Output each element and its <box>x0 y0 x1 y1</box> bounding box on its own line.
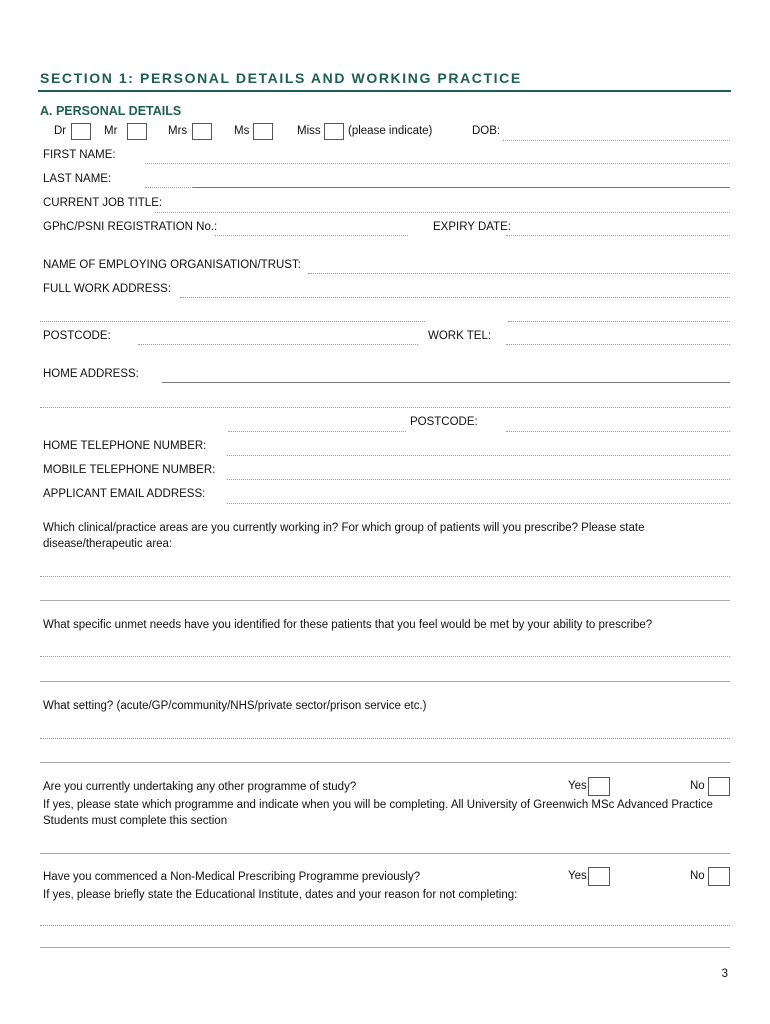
nmp-no-checkbox[interactable] <box>708 867 730 886</box>
nmp-answer-line-2[interactable] <box>40 947 730 948</box>
expiry-date-label: EXPIRY DATE: <box>433 221 511 233</box>
section-title: SECTION 1: PERSONAL DETAILS AND WORKING PRACTICE <box>40 70 522 86</box>
clinical-areas-answer-line-1[interactable] <box>40 576 730 577</box>
full-work-address-label: FULL WORK ADDRESS: <box>43 283 172 295</box>
other-programme-answer-line[interactable] <box>40 853 730 854</box>
applicant-email-field[interactable] <box>227 503 730 504</box>
unmet-needs-question: What specific unmet needs have you identified for these patients that you feel would be met by your ability to prescribe? <box>43 619 653 631</box>
title-ms-label: Ms <box>234 125 250 137</box>
employing-org-field[interactable] <box>308 273 730 274</box>
dob-label: DOB: <box>472 125 501 137</box>
title-miss-checkbox[interactable] <box>324 123 344 140</box>
setting-question: What setting? (acute/GP/community/NHS/private sector/prison service etc.) <box>43 700 427 712</box>
unmet-needs-answer-line-1[interactable] <box>40 656 730 657</box>
home-address-line-1[interactable] <box>162 382 730 383</box>
home-postcode-field[interactable] <box>506 431 730 432</box>
other-programme-question: Are you currently undertaking any other programme of study? <box>43 781 357 793</box>
work-address-line-3[interactable] <box>508 321 730 322</box>
nmp-yes-checkbox[interactable] <box>588 867 610 886</box>
registration-no-field[interactable] <box>215 235 408 236</box>
mobile-telephone-label: MOBILE TELEPHONE NUMBER: <box>43 464 216 476</box>
title-dr-label: Dr <box>54 125 67 137</box>
other-programme-yes-checkbox[interactable] <box>588 777 610 796</box>
title-mr-label: Mr <box>104 125 118 137</box>
nmp-previously-question: Have you commenced a Non-Medical Prescribing Programme previously? <box>43 871 421 883</box>
current-job-title-label: CURRENT JOB TITLE: <box>43 197 163 209</box>
personal-details-heading: A. PERSONAL DETAILS <box>40 104 182 118</box>
expiry-date-field[interactable] <box>506 235 730 236</box>
unmet-needs-answer-line-2[interactable] <box>40 681 730 682</box>
clinical-areas-question: Which clinical/practice areas are you currently working in? For which group of patients will you prescribe? Please state disease/therapeutic area: <box>43 522 645 550</box>
home-address-label: HOME ADDRESS: <box>43 368 139 380</box>
other-programme-yes-label: Yes <box>568 780 587 792</box>
last-name-field-start[interactable] <box>145 187 193 188</box>
other-programme-no-label: No <box>690 780 705 792</box>
postcode-field[interactable] <box>138 344 418 345</box>
home-address-line-2[interactable] <box>40 407 730 408</box>
nmp-yes-label: Yes <box>568 870 587 882</box>
other-programme-no-checkbox[interactable] <box>708 777 730 796</box>
setting-answer-line-2[interactable] <box>40 762 730 763</box>
first-name-field[interactable] <box>145 163 730 164</box>
work-address-line-2[interactable] <box>40 321 425 322</box>
title-ms-checkbox[interactable] <box>253 123 273 140</box>
title-mrs-label: Mrs <box>168 125 188 137</box>
title-dr-checkbox[interactable] <box>71 123 91 140</box>
setting-answer-line-1[interactable] <box>40 738 730 739</box>
nmp-answer-line-1[interactable] <box>40 925 730 926</box>
home-address-line-3[interactable] <box>228 431 406 432</box>
work-tel-field[interactable] <box>506 344 730 345</box>
nmp-no-label: No <box>690 870 705 882</box>
page-number: 3 <box>721 968 728 980</box>
dob-field[interactable] <box>503 140 730 141</box>
home-telephone-field[interactable] <box>227 455 730 456</box>
current-job-title-field[interactable] <box>155 212 730 213</box>
home-postcode-label: POSTCODE: <box>410 416 478 428</box>
employing-org-label: NAME OF EMPLOYING ORGANISATION/TRUST: <box>43 259 301 271</box>
title-mr-checkbox[interactable] <box>127 123 147 140</box>
section-divider <box>38 90 731 92</box>
please-indicate-label: (please indicate) <box>348 125 433 137</box>
other-programme-detail: If yes, please state which programme and indicate when you will be completing. All University of Greenwich MSc Advanced Practice Students must complete this section <box>43 799 713 827</box>
applicant-email-label: APPLICANT EMAIL ADDRESS: <box>43 488 206 500</box>
clinical-areas-answer-line-2[interactable] <box>40 600 730 601</box>
registration-no-label: GPhC/PSNI REGISTRATION No.: <box>43 221 218 233</box>
title-miss-label: Miss <box>297 125 321 137</box>
home-telephone-label: HOME TELEPHONE NUMBER: <box>43 440 207 452</box>
nmp-detail: If yes, please briefly state the Educational Institute, dates and your reason for not completing: <box>43 889 518 901</box>
postcode-label: POSTCODE: <box>43 330 111 342</box>
work-address-line-1[interactable] <box>180 297 730 298</box>
last-name-field[interactable] <box>193 187 730 188</box>
title-mrs-checkbox[interactable] <box>192 123 212 140</box>
mobile-telephone-field[interactable] <box>227 479 730 480</box>
last-name-label: LAST NAME: <box>43 173 112 185</box>
work-tel-label: WORK TEL: <box>428 330 492 342</box>
first-name-label: FIRST NAME: <box>43 149 116 161</box>
